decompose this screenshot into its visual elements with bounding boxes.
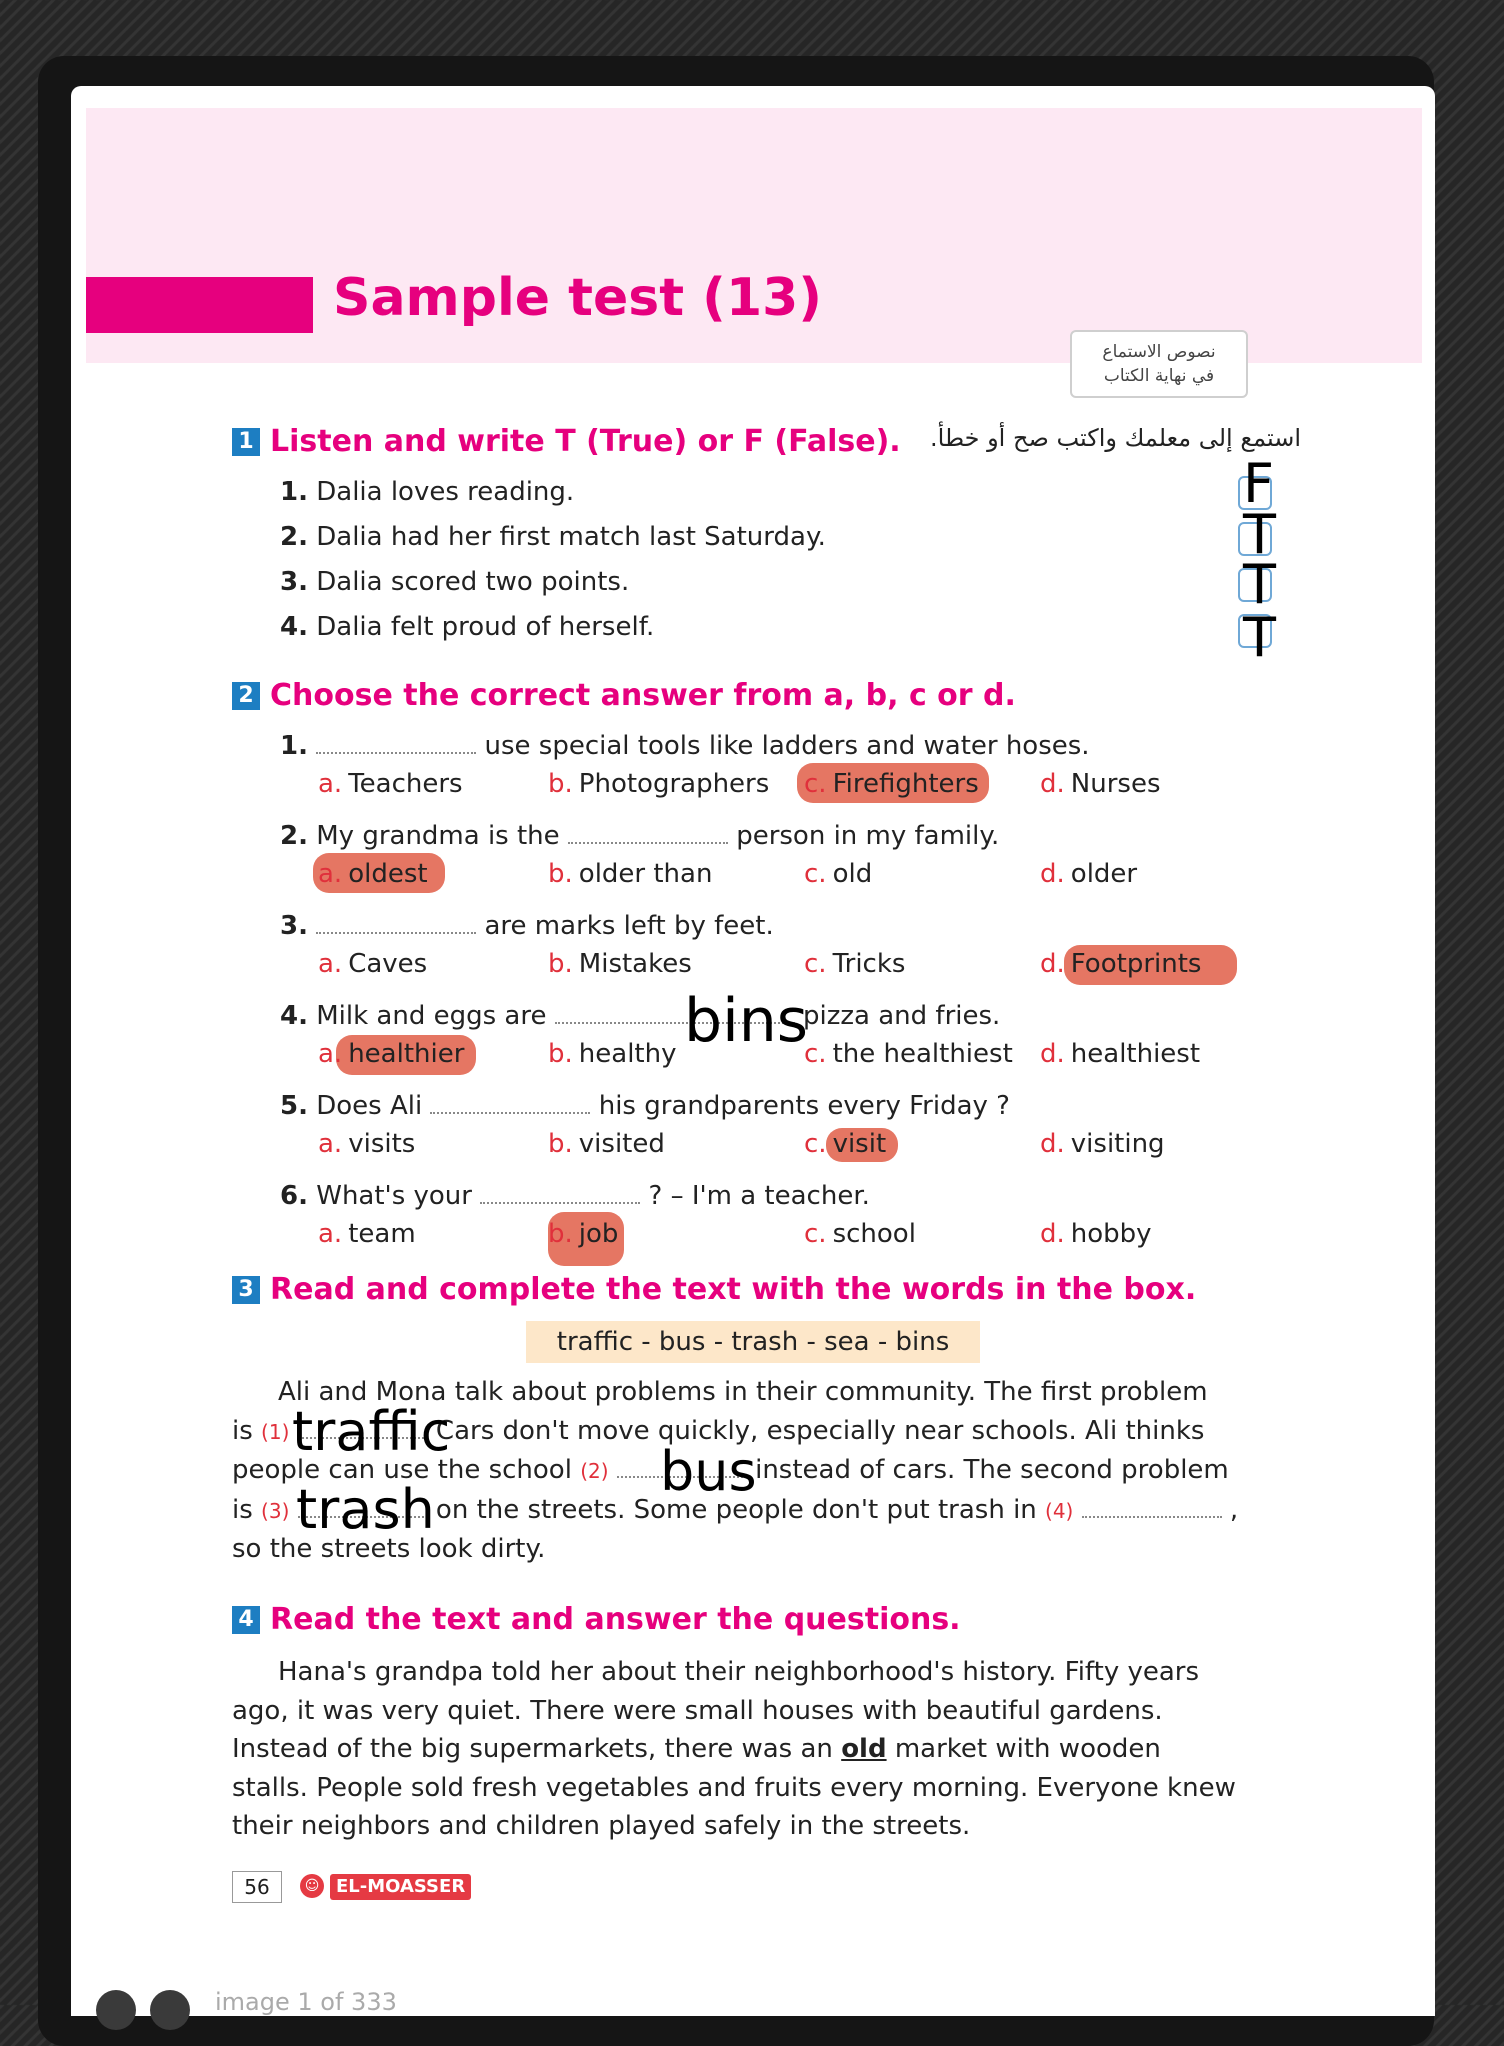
option[interactable]: a. visits — [318, 1129, 416, 1159]
title-accent-bar — [86, 277, 313, 333]
option[interactable]: c. the healthiest — [804, 1039, 1013, 1069]
option[interactable]: a. team — [318, 1219, 416, 1249]
section-2-heading — [232, 678, 1016, 713]
listening-note: نصوص الاستماع في نهاية الكتاب — [1070, 330, 1248, 398]
section-title: Read and complete the text with the words in the box. — [270, 1272, 1197, 1307]
option[interactable]: d. hobby — [1040, 1219, 1152, 1249]
image-counter: image 1 of 333 — [215, 1988, 397, 2016]
option[interactable]: d. Nurses — [1040, 769, 1161, 799]
handwritten-answer: F — [1243, 452, 1275, 515]
cloze-paragraph: Ali and Mona talk about problems in their community. The first problem is (1) Cars don't move quickly, especially near schools. Ali thinks people can use the school (2) instead of cars. The second problem is (3) on the streets. Some people don't put trash in (4) , so the streets look dirty. — [232, 1377, 1239, 1564]
section-number: 1 — [232, 428, 260, 456]
handwritten-answer: T — [1243, 553, 1276, 616]
brand-logo: EL-MOASSER — [330, 1874, 471, 1900]
tf-item: 2. Dalia had her first match last Saturday. — [280, 522, 826, 552]
section-1-arabic: استمع إلى معلمك واكتب صح أو خطأ. — [930, 424, 1301, 452]
option[interactable]: d. Footprints — [1040, 949, 1202, 979]
option[interactable]: b. Mistakes — [548, 949, 692, 979]
handwritten-answer: T — [1243, 503, 1276, 566]
nav-next-icon[interactable] — [150, 1990, 190, 2030]
question: 1. use special tools like ladders and water hoses. — [280, 731, 1090, 761]
section-number: 2 — [232, 682, 260, 710]
handwritten-answer: bins — [684, 986, 809, 1056]
option[interactable]: c. old — [804, 859, 873, 889]
section-title: Listen and write T (True) or F (False). — [270, 424, 901, 459]
option[interactable]: a. Caves — [318, 949, 428, 979]
section-3-heading — [232, 1272, 1196, 1307]
option[interactable]: d. healthiest — [1040, 1039, 1201, 1069]
option[interactable]: d. visiting — [1040, 1129, 1165, 1159]
question: 6. What's your ? – I'm a teacher. — [280, 1181, 870, 1211]
page-title: Sample test (13) — [333, 268, 823, 328]
option[interactable]: d. older — [1040, 859, 1138, 889]
option[interactable]: c. Tricks — [804, 949, 906, 979]
option[interactable]: c. school — [804, 1219, 916, 1249]
option[interactable]: a. oldest — [318, 859, 428, 889]
question: 4. Milk and eggs are pizza and fries. — [280, 1001, 1001, 1031]
option[interactable]: b. Photographers — [548, 769, 770, 799]
handwritten-answer: bus — [660, 1440, 757, 1503]
tf-item: 1. Dalia loves reading. — [280, 477, 575, 507]
question: 5. Does Ali his grandparents every Friday ? — [280, 1091, 1010, 1121]
section-number: 4 — [232, 1606, 260, 1634]
handwritten-answer: traffic — [292, 1400, 451, 1463]
section-title: Read the text and answer the questions. — [270, 1602, 961, 1637]
option[interactable]: b. healthy — [548, 1039, 677, 1069]
section-1-heading — [232, 424, 901, 459]
section-number: 3 — [232, 1276, 260, 1304]
option[interactable]: b. job — [548, 1219, 619, 1249]
reading-passage: Hana's grandpa told her about their neighborhood's history. Fifty years ago, it was very quiet. There were small houses with beautiful gardens. Instead of the big supermarkets, there was an old market with wooden stalls. People sold fresh vegetables and fruits every morning. Everyone knew their neighbors and children played safely in the streets. — [232, 1657, 1236, 1841]
brand-icon: ☺ — [300, 1874, 324, 1898]
page-number: 56 — [232, 1871, 282, 1903]
word-box: traffic - bus - trash - sea - bins — [526, 1321, 980, 1363]
tf-item: 4. Dalia felt proud of herself. — [280, 612, 655, 642]
handwritten-answer: T — [1243, 606, 1276, 669]
question: 3. are marks left by feet. — [280, 911, 774, 941]
handwritten-answer: trash — [296, 1478, 435, 1541]
section-4-heading — [232, 1602, 961, 1637]
question: 2. My grandma is the person in my family. — [280, 821, 1000, 851]
option[interactable]: a. healthier — [318, 1039, 465, 1069]
nav-prev-icon[interactable] — [96, 1990, 136, 2030]
option[interactable]: c. visit — [804, 1129, 887, 1159]
option[interactable]: b. visited — [548, 1129, 665, 1159]
tf-item: 3. Dalia scored two points. — [280, 567, 630, 597]
option[interactable]: a. Teachers — [318, 769, 463, 799]
section-title: Choose the correct answer from a, b, c or d. — [270, 678, 1016, 713]
option[interactable]: b. older than — [548, 859, 713, 889]
option[interactable]: c. Firefighters — [804, 769, 979, 799]
